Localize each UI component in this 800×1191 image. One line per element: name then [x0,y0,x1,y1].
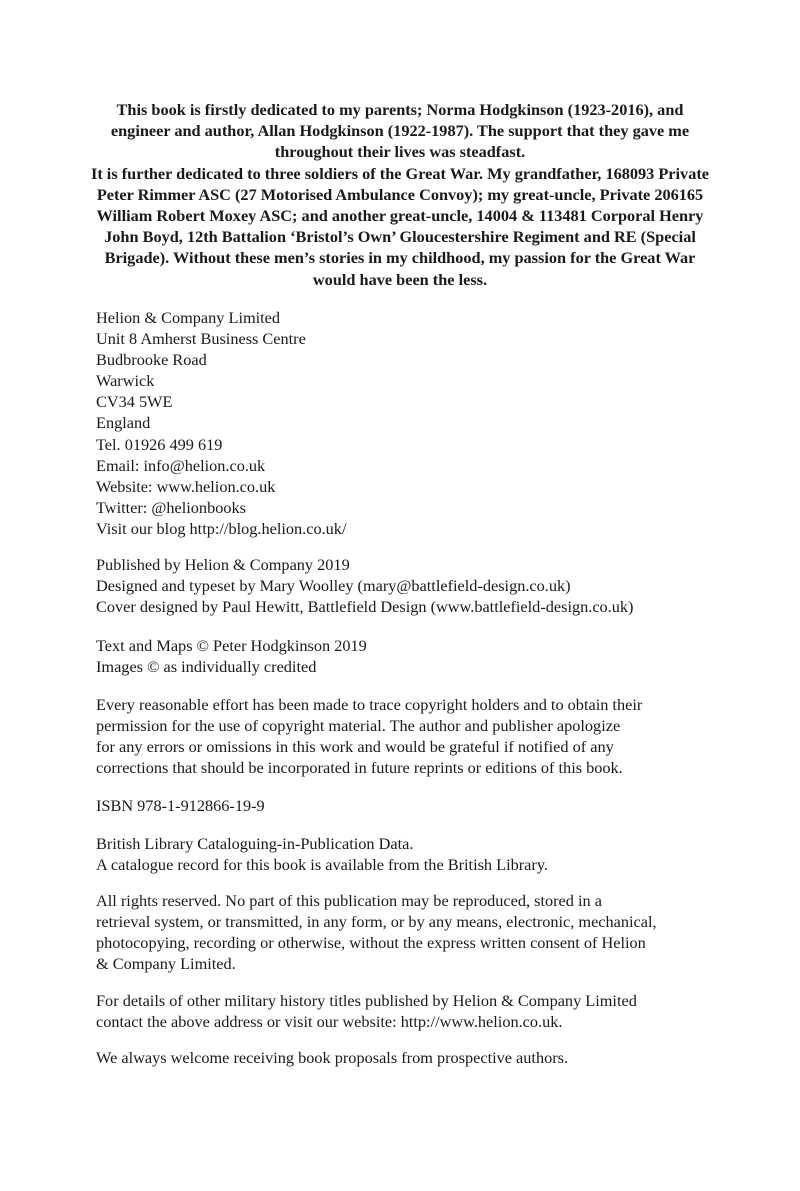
other-titles-info [96,990,736,1032]
rights-line: All rights reserved. No part of this publication may be reproduced, stored in a [96,891,602,910]
dedication [90,99,710,290]
copyright-notice [96,635,736,677]
cip-line: A catalogue record for this book is available from the British Library. [96,855,548,875]
book-proposals [96,1047,736,1068]
rights-line: & Company Limited. [96,954,236,974]
publisher-email: Email: info@helion.co.uk [96,455,266,475]
address-line: Unit 8 Amherst Business Centre [96,329,306,349]
address-city: Warwick [96,371,155,391]
text-copyright: Text and Maps © Peter Hodgkinson 2019 [96,636,367,655]
typeset-by: Designed and typeset by Mary Woolley (mary@battlefield-design.co.uk) [96,576,571,596]
isbn-number: ISBN 978-1-912866-19-9 [96,796,265,815]
publisher-name: Helion & Company Limited [96,308,281,327]
address-country: England [96,413,151,433]
effort-line: Every reasonable effort has been made to trace copyright holders and to obtain their [96,695,643,714]
dedication-soldiers: It is further dedicated to three soldiers of the Great War. My grandfather, 168093 Private Peter Rimmer ASC (27 Motorised Ambulance Convoy); my great-uncle, Private 206165 William Robert Moxey ASC; and another great-uncle, 14004 & 113481 Corporal Henry John Boyd, 12th Battalion ‘Bristol’s Own’ Gloucestershire Regiment and RE (Special Brigade). Without these men’s stories in my childhood, my passion for the Great War would have been the less. [90,163,709,289]
copyright-effort-notice [96,694,736,778]
cover-designed-by: Cover designed by Paul Hewitt, Battlefield Design (www.battlefield-design.co.uk) [96,597,634,617]
publisher-address [96,307,736,539]
rights-reserved [96,890,736,974]
address-postcode: CV34 5WE [96,392,173,412]
rights-line: photocopying, recording or otherwise, without the express written consent of Helion [96,933,646,953]
effort-line: for any errors or omissions in this work and would be grateful if notified of any [96,737,614,757]
proposals-line: We always welcome receiving book proposals from prospective authors. [96,1048,569,1067]
effort-line: corrections that should be incorporated in future reprints or editions of this book. [96,758,623,778]
details-line: contact the above address or visit our website: http://www.helion.co.uk. [96,1012,563,1032]
images-copyright: Images © as individually credited [96,657,317,677]
publisher-website: Website: www.helion.co.uk [96,476,276,496]
published-by: Published by Helion & Company 2019 [96,555,350,574]
details-line: For details of other military history titles published by Helion & Company Limited [96,991,637,1010]
publisher-twitter: Twitter: @helionbooks [96,497,246,517]
address-line: Budbrooke Road [96,350,207,370]
isbn [96,795,736,816]
dedication-parents: This book is firstly dedicated to my parents; Norma Hodgkinson (1923-2016), and engineer and author, Allan Hodgkinson (1922-1987). The support that they gave me throughout their lives was steadfast. [110,100,690,162]
cip-line: British Library Cataloguing-in-Publication Data. [96,834,414,853]
publisher-blog: Visit our blog http://blog.helion.co.uk/ [96,518,347,538]
effort-line: permission for the use of copyright material. The author and publisher apologize [96,716,621,736]
rights-line: retrieval system, or transmitted, in any form, or by any means, electronic, mechanical, [96,912,657,932]
publisher-telephone: Tel. 01926 499 619 [96,434,223,454]
publication-credits [96,554,736,617]
cataloguing-data [96,833,736,875]
